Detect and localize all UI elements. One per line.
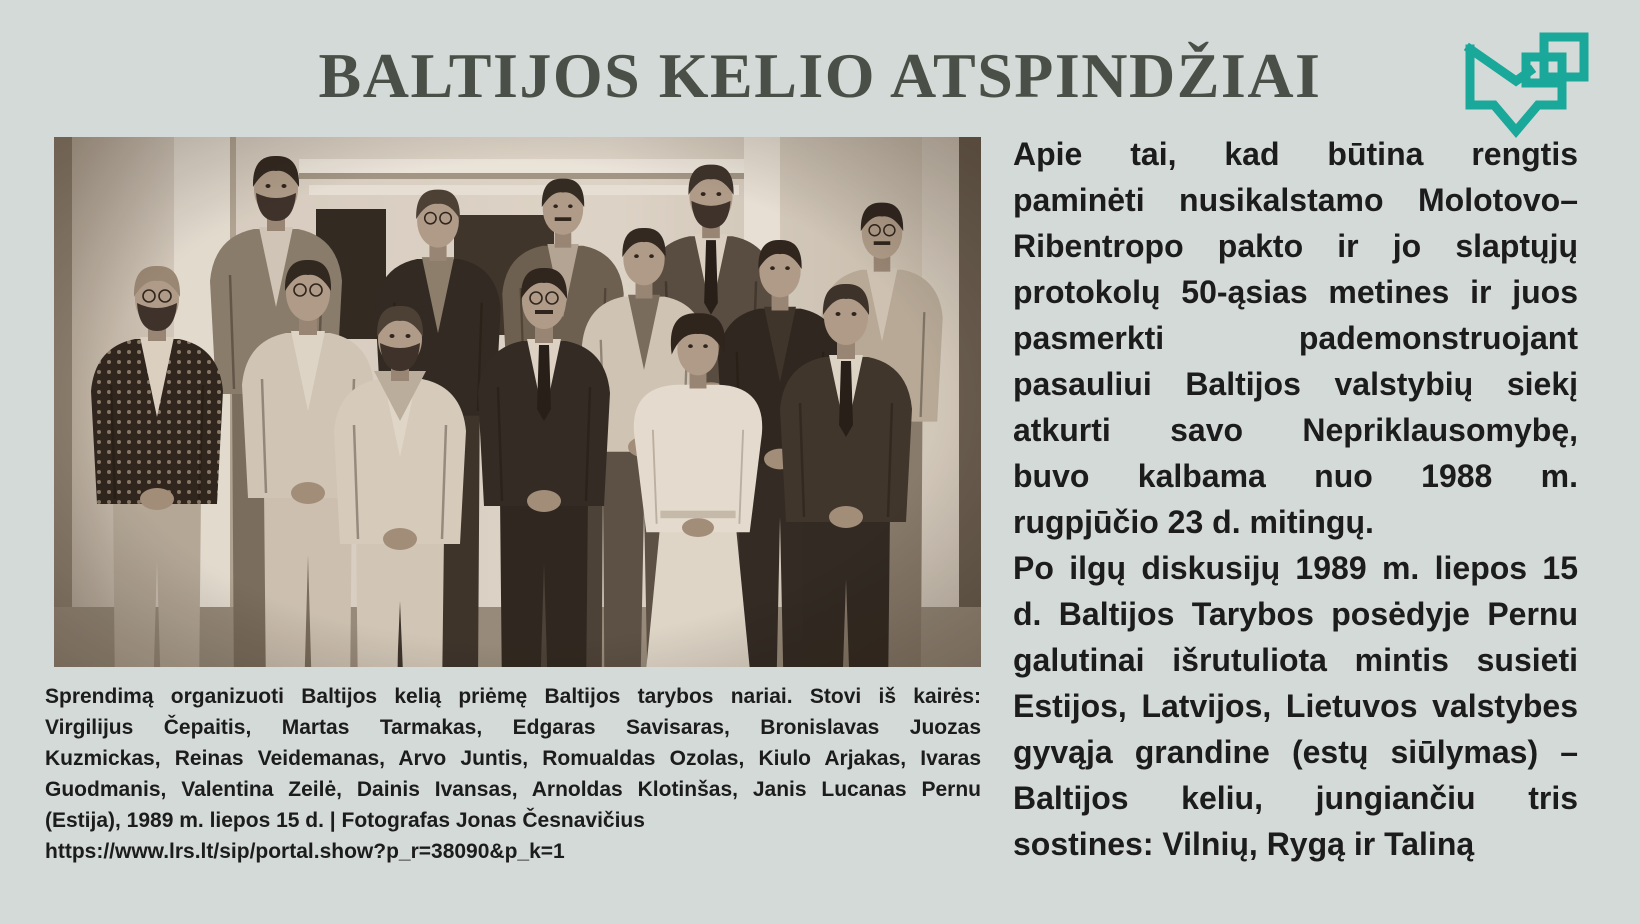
caption-line: Virgilijus Čepaitis, Martas Tarmakas, Edgaras Savisaras, Bronislavas Juozas (45, 716, 981, 739)
body-line: gyvąja grandine (estų siūlymas) – (1013, 734, 1578, 770)
caption-line: Guodmanis, Valentina Zeilė, Dainis Ivansas, Arnoldas Klotinšas, Janis Lucanas Pernu (45, 778, 981, 801)
open-book-logo-icon (1464, 31, 1592, 139)
caption-line: Sprendimą organizuoti Baltijos kelią priėmę Baltijos tarybos nariai. Stovi iš kairės: (45, 685, 981, 708)
sepia-tone-overlay (54, 137, 981, 667)
body-line: paminėti nusikalstamo Molotovo– (1013, 182, 1578, 218)
logo-book-top-stroke (1470, 49, 1530, 81)
slide-title: BALTIJOS KELIO ATSPINDŽIAI (318, 40, 1322, 111)
caption-line: (Estija), 1989 m. liepos 15 d. | Fotografas Jonas Česnavičius (45, 809, 645, 832)
group-photo-image (54, 137, 981, 667)
body-line: Estijos, Latvijos, Lietuvos valstybes (1013, 688, 1578, 724)
source-url: https://www.lrs.lt/sip/portal.show?p_r=38090&p_k=1 (45, 840, 565, 863)
body-line: sostines: Vilnių, Rygą ir Taliną (1013, 826, 1475, 862)
body-line: pasauliui Baltijos valstybių siekį (1013, 366, 1578, 402)
logo-graphic (1464, 31, 1592, 139)
body-line: Apie tai, kad būtina rengtis (1013, 136, 1578, 172)
body-line: atkurti savo Nepriklausomybę, (1013, 412, 1578, 448)
body-line: d. Baltijos Tarybos posėdyje Pernu (1013, 596, 1578, 632)
body-paragraph-2 (1013, 545, 1578, 867)
caption-line: Kuzmickas, Reinas Veidemanas, Arvo Juntis, Romualdas Ozolas, Kiulo Arjakas, Ivaras (45, 747, 981, 770)
body-line: pasmerkti pademonstruojant (1013, 320, 1578, 356)
body-line: galutinai išrutuliota mintis susieti (1013, 642, 1578, 678)
body-line: Baltijos keliu, jungiančiu tris (1013, 780, 1578, 816)
body-text (1013, 131, 1578, 867)
photo-caption (45, 681, 981, 867)
body-line: Po ilgų diskusijų 1989 m. liepos 15 (1013, 550, 1578, 586)
body-line: Ribentropo pakto ir jo slaptųjų (1013, 228, 1578, 264)
body-paragraph-1 (1013, 131, 1578, 545)
group-photo (54, 137, 981, 667)
body-line: rugpjūčio 23 d. mitingų. (1013, 504, 1374, 540)
body-line: buvo kalbama nuo 1988 m. (1013, 458, 1578, 494)
body-line: protokolų 50-ąsias metines ir juos (1013, 274, 1578, 310)
